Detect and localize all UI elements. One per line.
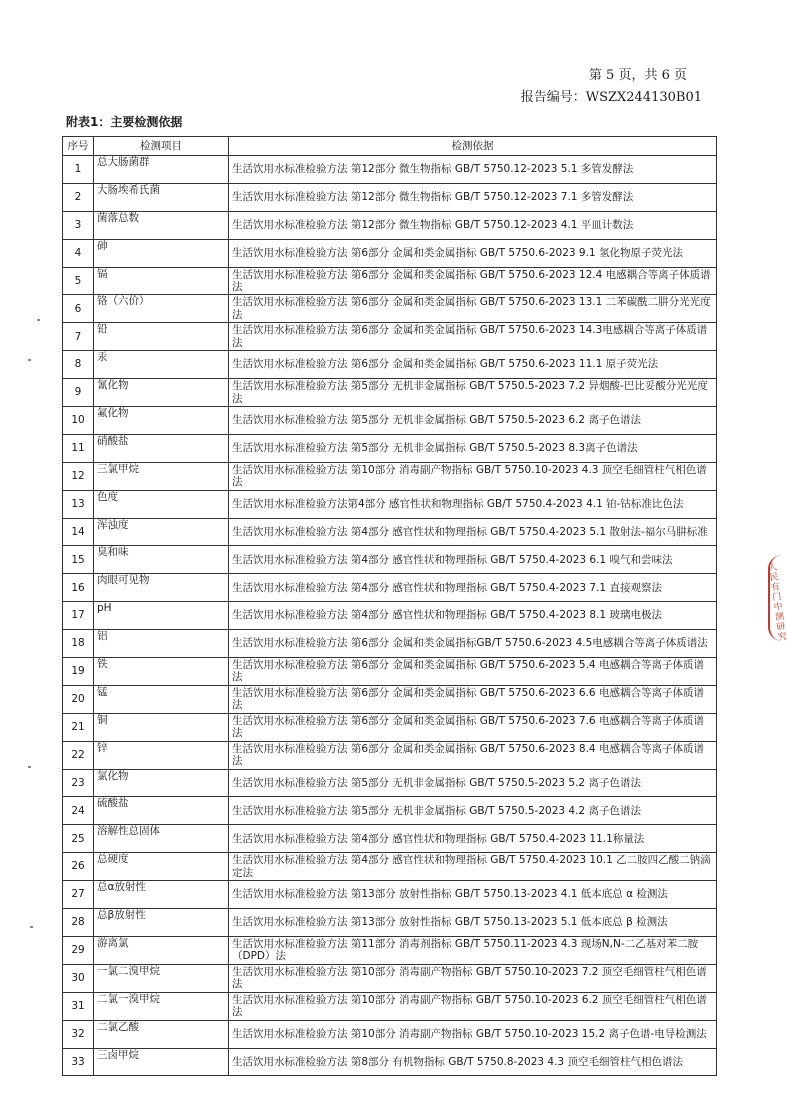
table-row (63, 630, 717, 658)
table-row (63, 379, 717, 407)
table-row (63, 936, 717, 964)
cell-item: 铁 (94, 658, 229, 686)
cell-basis: 生活饮用水标准检验方法 第6部分 金属和类金属指标 GB/T 5750.6-2023 5.4 电感耦合等离子体质谱法 (229, 658, 717, 686)
table-row (63, 685, 717, 713)
margin-mark (28, 359, 31, 361)
cell-item: 总β放射性 (94, 909, 229, 937)
cell-basis: 生活饮用水标准检验方法 第5部分 无机非金属指标 GB/T 5750.5-2023 4.2 离子色谱法 (229, 797, 717, 825)
cell-basis: 生活饮用水标准检验方法 第11部分 消毒剂指标 GB/T 5750.11-2023 4.3 现场N,N-二乙基对苯二胺（DPD）法 (229, 936, 717, 964)
table-row (63, 407, 717, 435)
cell-no: 18 (63, 630, 94, 658)
cell-basis: 生活饮用水标准检验方法 第5部分 无机非金属指标 GB/T 5750.5-2023 5.2 离子色谱法 (229, 769, 717, 797)
cell-no: 11 (63, 434, 94, 462)
cell-item: 总大肠菌群 (94, 156, 229, 184)
cell-basis: 生活饮用水标准检验方法 第13部分 放射性指标 GB/T 5750.13-2023 5.1 低本底总 β 检测法 (229, 909, 717, 937)
cell-basis: 生活饮用水标准检验方法 第8部分 有机物指标 GB/T 5750.8-2023 4.3 顶空毛细管柱气相色谱法 (229, 1048, 717, 1076)
cell-basis: 生活饮用水标准检验方法 第4部分 感官性状和物理指标 GB/T 5750.4-2023 8.1 玻璃电极法 (229, 602, 717, 630)
cell-item: 浑浊度 (94, 518, 229, 546)
cell-basis: 生活饮用水标准检验方法第4部分 感官性状和物理指标 GB/T 5750.4-2023 4.1 铂-钴标准比色法 (229, 490, 717, 518)
table-row (63, 825, 717, 853)
cell-item: 一氯二溴甲烷 (94, 964, 229, 992)
cell-basis: 生活饮用水标准检验方法 第12部分 微生物指标 GB/T 5750.12-2023 7.1 多管发酵法 (229, 183, 717, 211)
table-row (63, 434, 717, 462)
cell-basis: 生活饮用水标准检验方法 第10部分 消毒副产物指标 GB/T 5750.10-2023 4.3 顶空毛细管柱气相色谱法 (229, 462, 717, 490)
table-row (63, 1048, 717, 1076)
cell-item: 锰 (94, 685, 229, 713)
cell-item: 总α放射性 (94, 881, 229, 909)
cell-no: 14 (63, 518, 94, 546)
report-number: 报告编号：WSZX244130B01 (520, 90, 702, 105)
cell-no: 26 (63, 853, 94, 881)
cell-item: 溶解性总固体 (94, 825, 229, 853)
cell-basis: 生活饮用水标准检验方法 第6部分 金属和类金属指标 GB/T 5750.6-2023 6.6 电感耦合等离子体质谱法 (229, 685, 717, 713)
cell-basis: 生活饮用水标准检验方法 第4部分 感官性状和物理指标 GB/T 5750.4-2023 11.1称量法 (229, 825, 717, 853)
table-row (63, 546, 717, 574)
table-row (63, 741, 717, 769)
table-row (63, 909, 717, 937)
cell-basis: 生活饮用水标准检验方法 第6部分 金属和类金属指标 GB/T 5750.6-2023 8.4 电感耦合等离子体质谱法 (229, 741, 717, 769)
cell-basis: 生活饮用水标准检验方法 第12部分 微生物指标 GB/T 5750.12-2023 5.1 多管发酵法 (229, 156, 717, 184)
cell-no: 27 (63, 881, 94, 909)
cell-item: 氰化物 (94, 379, 229, 407)
cell-basis: 生活饮用水标准检验方法 第4部分 感官性状和物理指标 GB/T 5750.4-2023 5.1 散射法-福尔马肼标准 (229, 518, 717, 546)
cell-basis: 生活饮用水标准检验方法 第10部分 消毒副产物指标 GB/T 5750.10-2023 15.2 离子色谱-电导检测法 (229, 1020, 717, 1048)
cell-item: 铜 (94, 713, 229, 741)
table-row (63, 658, 717, 686)
cell-no: 6 (63, 295, 94, 323)
margin-mark (37, 319, 40, 321)
table-row (63, 351, 717, 379)
cell-no: 20 (63, 685, 94, 713)
cell-basis: 生活饮用水标准检验方法 第6部分 金属和类金属指标 GB/T 5750.6-2023 14.3电感耦合等离子体质谱法 (229, 323, 717, 351)
cell-no: 23 (63, 769, 94, 797)
cell-no: 5 (63, 267, 94, 295)
table-row (63, 797, 717, 825)
cell-basis: 生活饮用水标准检验方法 第6部分 金属和类金属指标GB/T 5750.6-2023 4.5电感耦合等离子体质谱法 (229, 630, 717, 658)
table-header-row (63, 137, 717, 156)
table-row (63, 295, 717, 323)
cell-item: 铅 (94, 323, 229, 351)
table-row (63, 462, 717, 490)
cell-basis: 生活饮用水标准检验方法 第4部分 感官性状和物理指标 GB/T 5750.4-2023 6.1 嗅气和尝味法 (229, 546, 717, 574)
page-info: 第 5 页，共 6 页 (588, 68, 687, 83)
cell-no: 24 (63, 797, 94, 825)
cell-no: 30 (63, 964, 94, 992)
cell-basis: 生活饮用水标准检验方法 第6部分 金属和类金属指标 GB/T 5750.6-2023 7.6 电感耦合等离子体质谱法 (229, 713, 717, 741)
table-row (63, 156, 717, 184)
cell-no: 3 (63, 211, 94, 239)
cell-no: 12 (63, 462, 94, 490)
table-row (63, 769, 717, 797)
cell-basis: 生活饮用水标准检验方法 第13部分 放射性指标 GB/T 5750.13-2023 4.1 低本底总 α 检测法 (229, 881, 717, 909)
cell-item: 大肠埃希氏菌 (94, 183, 229, 211)
cell-item: 硫酸盐 (94, 797, 229, 825)
cell-item: 三氯甲烷 (94, 462, 229, 490)
cell-no: 4 (63, 239, 94, 267)
column-header-item: 检测项目 (94, 137, 229, 156)
cell-item: 硝酸盐 (94, 434, 229, 462)
cell-no: 10 (63, 407, 94, 435)
cell-item: 铬（六价） (94, 295, 229, 323)
table-row (63, 183, 717, 211)
table-row (63, 853, 717, 881)
cell-basis: 生活饮用水标准检验方法 第6部分 金属和类金属指标 GB/T 5750.6-2023 9.1 氢化物原子荧光法 (229, 239, 717, 267)
cell-item: 砷 (94, 239, 229, 267)
cell-item: 游离氯 (94, 936, 229, 964)
cell-no: 16 (63, 574, 94, 602)
cell-item: 三卤甲烷 (94, 1048, 229, 1076)
table-row (63, 267, 717, 295)
cell-item: pH (94, 602, 229, 630)
table-row (63, 239, 717, 267)
cell-basis: 生活饮用水标准检验方法 第10部分 消毒副产物指标 GB/T 5750.10-2023 6.2 顶空毛细管柱气相色谱法 (229, 992, 717, 1020)
cell-no: 9 (63, 379, 94, 407)
cell-item: 镉 (94, 267, 229, 295)
cell-item: 臭和味 (94, 546, 229, 574)
cell-item: 菌落总数 (94, 211, 229, 239)
table-row (63, 211, 717, 239)
table-row (63, 992, 717, 1020)
column-header-basis: 检测依据 (229, 137, 717, 156)
cell-no: 19 (63, 658, 94, 686)
column-header-no: 序号 (63, 137, 94, 156)
cell-basis: 生活饮用水标准检验方法 第12部分 微生物指标 GB/T 5750.12-2023 4.1 平皿计数法 (229, 211, 717, 239)
cell-no: 17 (63, 602, 94, 630)
margin-mark (28, 766, 31, 768)
cell-no: 1 (63, 156, 94, 184)
cell-no: 13 (63, 490, 94, 518)
cell-no: 33 (63, 1048, 94, 1076)
cell-item: 氯化物 (94, 769, 229, 797)
cell-item: 二氯乙酸 (94, 1020, 229, 1048)
cell-no: 29 (63, 936, 94, 964)
cell-no: 31 (63, 992, 94, 1020)
cell-no: 28 (63, 909, 94, 937)
annex-title: 附表1：主要检测依据 (66, 115, 183, 129)
cell-no: 8 (63, 351, 94, 379)
table-row (63, 574, 717, 602)
cell-item: 色度 (94, 490, 229, 518)
cell-basis: 生活饮用水标准检验方法 第6部分 金属和类金属指标 GB/T 5750.6-2023 11.1 原子荧光法 (229, 351, 717, 379)
table-row (63, 713, 717, 741)
cell-no: 32 (63, 1020, 94, 1048)
table-row (63, 323, 717, 351)
cell-no: 25 (63, 825, 94, 853)
cell-basis: 生活饮用水标准检验方法 第6部分 金属和类金属指标 GB/T 5750.6-2023 12.4 电感耦合等离子体质谱法 (229, 267, 717, 295)
cell-basis: 生活饮用水标准检验方法 第5部分 无机非金属指标 GB/T 5750.5-2023 8.3离子色谱法 (229, 434, 717, 462)
cell-no: 7 (63, 323, 94, 351)
cell-basis: 生活饮用水标准检验方法 第6部分 金属和类金属指标 GB/T 5750.6-2023 13.1 二苯碳酰二肼分光光度法 (229, 295, 717, 323)
cell-item: 锌 (94, 741, 229, 769)
table-row (63, 964, 717, 992)
cell-basis: 生活饮用水标准检验方法 第5部分 无机非金属指标 GB/T 5750.5-2023 6.2 离子色谱法 (229, 407, 717, 435)
cell-item: 二氯一溴甲烷 (94, 992, 229, 1020)
cell-item: 铝 (94, 630, 229, 658)
cell-basis: 生活饮用水标准检验方法 第10部分 消毒副产物指标 GB/T 5750.10-2023 7.2 顶空毛细管柱气相色谱法 (229, 964, 717, 992)
cell-item: 氟化物 (94, 407, 229, 435)
table-row (63, 518, 717, 546)
cell-no: 15 (63, 546, 94, 574)
table-row (63, 490, 717, 518)
cell-basis: 生活饮用水标准检验方法 第4部分 感官性状和物理指标 GB/T 5750.4-2023 7.1 直接观察法 (229, 574, 717, 602)
cell-item: 汞 (94, 351, 229, 379)
table-row (63, 602, 717, 630)
cell-no: 21 (63, 713, 94, 741)
table-row (63, 881, 717, 909)
cell-no: 2 (63, 183, 94, 211)
table-row (63, 1020, 717, 1048)
stamp-text: 人民有门中测研究 (765, 561, 787, 643)
cell-basis: 生活饮用水标准检验方法 第4部分 感官性状和物理指标 GB/T 5750.4-2023 10.1 乙二胺四乙酸二钠滴定法 (229, 853, 717, 881)
cell-item: 肉眼可见物 (94, 574, 229, 602)
margin-mark (30, 926, 33, 928)
cell-basis: 生活饮用水标准检验方法 第5部分 无机非金属指标 GB/T 5750.5-2023 7.2 异烟酸-巴比妥酸分光光度法 (229, 379, 717, 407)
cell-item: 总硬度 (94, 853, 229, 881)
detection-basis-table (62, 136, 717, 1076)
cell-no: 22 (63, 741, 94, 769)
